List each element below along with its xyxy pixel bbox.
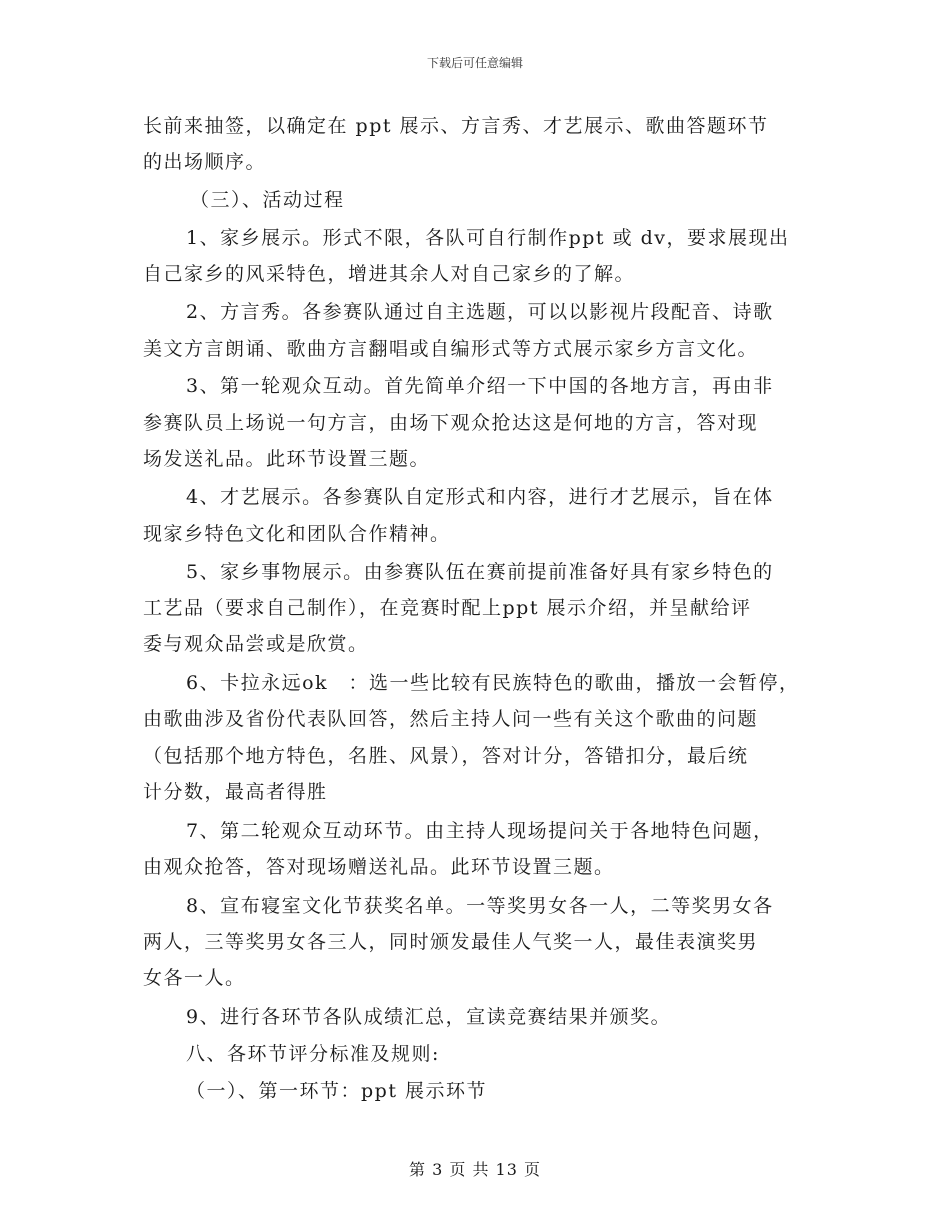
body-line: 委与观众品尝或是欣赏。: [143, 633, 369, 655]
section-heading: （三）、活动过程: [190, 189, 345, 211]
body-line: 两人，三等奖男女各三人，同时颁发最佳人气奖一人，最佳表演奖男: [143, 931, 759, 953]
section-heading: 八、各环节评分标准及规则:: [186, 1043, 440, 1065]
body-line: 7、第二轮观众互动环节。由主持人现场提问关于各地特色问题，: [186, 820, 774, 842]
body-line: 自己家乡的风采特色，增进其余人对自己家乡的了解。: [143, 263, 636, 285]
body-line: 长前来抽签，以确定在 ppt 展示、方言秀、才艺展示、歌曲答题环节: [143, 115, 769, 137]
body-line: 由观众抢答，答对现场赠送礼品。此环节设置三题。: [143, 856, 615, 878]
body-line: 6、卡拉永远ok ：选一些比较有民族特色的歌曲，播放一会暂停，: [186, 672, 800, 694]
body-line: 5、家乡事物展示。由参赛队伍在赛前提前准备好具有家乡特色的: [186, 561, 774, 583]
body-line: 女各一人。: [143, 967, 246, 989]
body-line: 8、宣布寝室文化节获奖名单。一等奖男女各一人，二等奖男女各: [186, 895, 774, 917]
body-line: 场发送礼品。此环节设置三题。: [143, 448, 431, 470]
body-line: 的出场顺序。: [143, 151, 267, 173]
page-header: 下载后可任意编辑: [426, 56, 523, 70]
body-line: 9、进行各环节各队成绩汇总，宣读竞赛结果并颁奖。: [186, 1006, 672, 1028]
body-line: 参赛队员上场说一句方言，由场下观众抢达这是何地的方言，答对现: [143, 412, 759, 434]
body-line: 工艺品（要求自己制作），在竞赛时配上ppt 展示介绍，并呈献给评: [143, 597, 752, 619]
body-line: 1、家乡展示。形式不限，各队可自行制作ppt 或 dv，要求展现出: [186, 227, 790, 249]
body-line: 2、方言秀。各参赛队通过自主选题，可以以影视片段配音、诗歌: [186, 301, 774, 323]
body-line: 4、才艺展示。各参赛队自定形式和内容，进行才艺展示，旨在体: [186, 486, 774, 508]
subsection-heading: （一）、第一环节：ppt 展示环节: [186, 1080, 488, 1102]
body-line: 计分数，最高者得胜: [143, 781, 328, 803]
page-number-footer: 第 3 页 共 13 页: [409, 1160, 541, 1179]
body-line: 现家乡特色文化和团队合作精神。: [143, 523, 451, 545]
body-line: 美文方言朗诵、歌曲方言翻唱或自编形式等方式展示家乡方言文化。: [143, 338, 759, 360]
body-line: （包括那个地方特色，名胜、风景），答对计分，答错扣分，最后统: [143, 745, 749, 767]
body-line: 由歌曲涉及省份代表队回答，然后主持人问一些有关这个歌曲的问题: [143, 708, 759, 730]
body-line: 3、第一轮观众互动。首先简单介绍一下中国的各地方言，再由非: [186, 375, 774, 397]
